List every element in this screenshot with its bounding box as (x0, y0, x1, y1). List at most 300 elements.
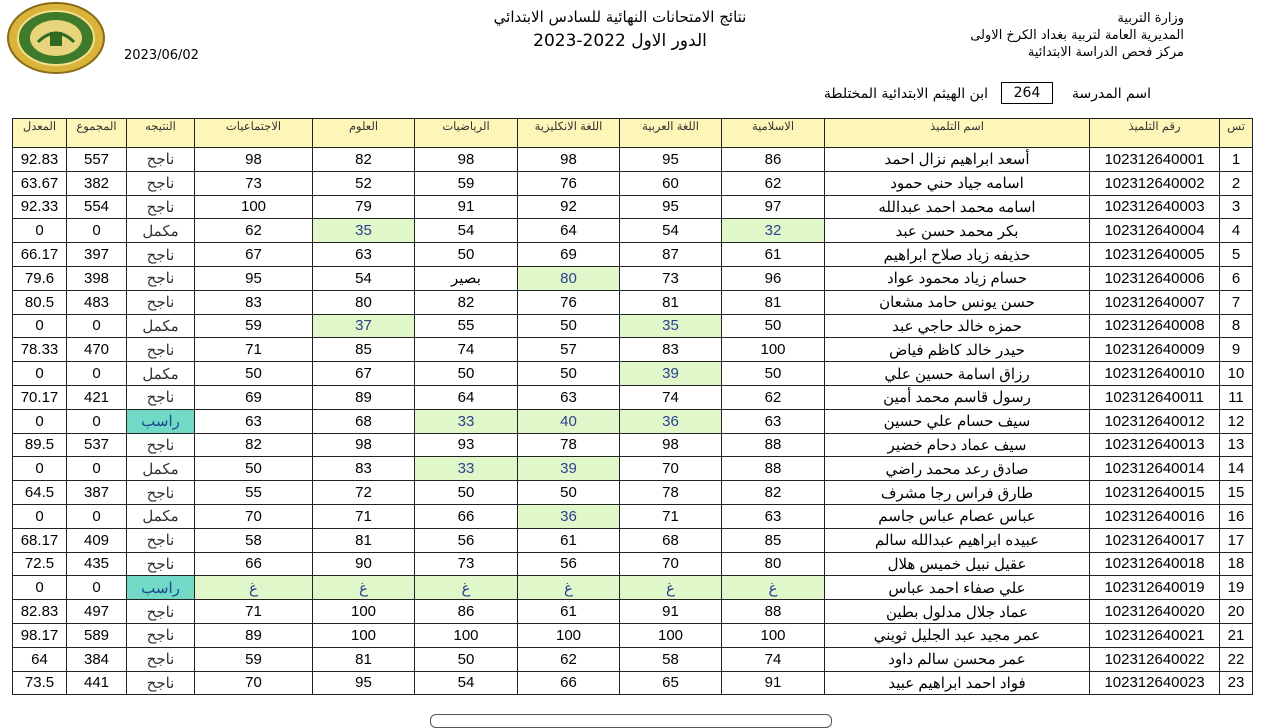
table-cell: 73.5 (13, 671, 67, 695)
table-cell: 589 (67, 623, 127, 647)
table-cell: غ (313, 576, 415, 600)
table-cell: 87 (620, 243, 722, 267)
school-code: 264 (1001, 82, 1053, 104)
table-row (13, 290, 1253, 314)
table-cell: 100 (620, 623, 722, 647)
school-name: ابن الهيثم الابتدائية المختلطة (823, 86, 988, 102)
table-cell: 82.83 (13, 600, 67, 624)
table-cell: 85 (722, 528, 825, 552)
table-cell: 11 (1220, 385, 1253, 409)
table-cell: 80 (313, 290, 415, 314)
table-cell: 81 (313, 647, 415, 671)
table-row (13, 552, 1253, 576)
table-cell: 85 (313, 338, 415, 362)
table-cell: 64 (518, 219, 620, 243)
table-cell: 5 (1220, 243, 1253, 267)
column-header: تس (1220, 119, 1253, 148)
table-cell: 0 (67, 409, 127, 433)
table-cell: 20 (1220, 600, 1253, 624)
table-cell: 6 (1220, 266, 1253, 290)
table-cell: 33 (415, 409, 518, 433)
table-cell: 2 (1220, 171, 1253, 195)
school-label: اسم المدرسة (1072, 86, 1151, 102)
table-cell: 63 (722, 504, 825, 528)
table-cell: 435 (67, 552, 127, 576)
table-cell: 98 (518, 148, 620, 172)
table-cell: 71 (195, 600, 313, 624)
table-row (13, 338, 1253, 362)
table-cell: 0 (67, 457, 127, 481)
table-cell: 0 (13, 219, 67, 243)
table-cell: ناجح (127, 600, 195, 624)
table-cell: علي صفاء احمد عباس (825, 576, 1090, 600)
table-cell: 56 (415, 528, 518, 552)
table-cell: 40 (518, 409, 620, 433)
table-cell: 102312640003 (1090, 195, 1220, 219)
table-cell: 0 (13, 457, 67, 481)
table-cell: 398 (67, 266, 127, 290)
table-cell: 100 (195, 195, 313, 219)
column-header: اسم التلميذ (825, 119, 1090, 148)
table-cell: 91 (415, 195, 518, 219)
table-cell: 384 (67, 647, 127, 671)
table-row (13, 219, 1253, 243)
table-cell: ناجح (127, 243, 195, 267)
ministry-line: وزارة التربية (1117, 11, 1184, 26)
report-title: نتائج الامتحانات النهائية للسادس الابتدائي (493, 8, 747, 26)
table-cell: 98 (415, 148, 518, 172)
table-cell: 14 (1220, 457, 1253, 481)
table-cell: سيف حسام علي حسين (825, 409, 1090, 433)
table-row (13, 362, 1253, 386)
table-cell: 7 (1220, 290, 1253, 314)
table-cell: 19 (1220, 576, 1253, 600)
table-cell: 76 (518, 171, 620, 195)
table-row (13, 504, 1253, 528)
table-row (13, 623, 1253, 647)
table-cell: 62 (722, 171, 825, 195)
table-cell: 50 (722, 362, 825, 386)
table-cell: 81 (722, 290, 825, 314)
table-cell: 36 (518, 504, 620, 528)
table-cell: غ (722, 576, 825, 600)
table-cell: 64 (13, 647, 67, 671)
table-cell: ناجح (127, 338, 195, 362)
table-cell: 68 (620, 528, 722, 552)
table-cell: ناجح (127, 552, 195, 576)
table-cell: 4 (1220, 219, 1253, 243)
table-cell: 61 (518, 528, 620, 552)
table-cell: 89 (313, 385, 415, 409)
table-cell: 52 (313, 171, 415, 195)
column-header: العلوم (313, 119, 415, 148)
table-cell: 59 (415, 171, 518, 195)
table-cell: 54 (415, 671, 518, 695)
table-cell: 83 (313, 457, 415, 481)
table-cell: 39 (620, 362, 722, 386)
table-cell: حسن يونس حامد مشعان (825, 290, 1090, 314)
table-cell: 537 (67, 433, 127, 457)
table-cell: 16 (1220, 504, 1253, 528)
table-cell: 68.17 (13, 528, 67, 552)
table-cell: 21 (1220, 623, 1253, 647)
table-cell: 82 (415, 290, 518, 314)
table-cell: 0 (67, 362, 127, 386)
table-cell: 102312640014 (1090, 457, 1220, 481)
table-cell: عمر مجيد عبد الجليل ثويني (825, 623, 1090, 647)
table-cell: ناجح (127, 290, 195, 314)
column-header: النتيجه (127, 119, 195, 148)
table-cell: 68 (313, 409, 415, 433)
table-cell: غ (518, 576, 620, 600)
table-cell: ناجح (127, 647, 195, 671)
column-header: اللغة العربية (620, 119, 722, 148)
table-cell: 102312640009 (1090, 338, 1220, 362)
table-cell: حذيفه زياد صلاح ابراهيم (825, 243, 1090, 267)
table-row (13, 314, 1253, 338)
table-cell: ناجح (127, 528, 195, 552)
table-cell: عباس عصام عباس جاسم (825, 504, 1090, 528)
table-cell: 8 (1220, 314, 1253, 338)
column-header: الرياضيات (415, 119, 518, 148)
table-cell: 88 (722, 433, 825, 457)
table-cell: 102312640012 (1090, 409, 1220, 433)
table-cell: عمر محسن سالم داود (825, 647, 1090, 671)
table-cell: 50 (195, 362, 313, 386)
table-cell: 69 (195, 385, 313, 409)
table-row (13, 266, 1253, 290)
table-cell: 36 (620, 409, 722, 433)
table-cell: 50 (415, 362, 518, 386)
table-cell: 17 (1220, 528, 1253, 552)
table-cell: 37 (313, 314, 415, 338)
table-cell: 92 (518, 195, 620, 219)
table-cell: 79 (313, 195, 415, 219)
table-cell: 83 (620, 338, 722, 362)
table-cell: ناجح (127, 266, 195, 290)
ministry-header (884, 10, 1184, 61)
table-cell: 74 (722, 647, 825, 671)
table-cell: 81 (313, 528, 415, 552)
table-cell: 39 (518, 457, 620, 481)
table-cell: رسول قاسم محمد أمين (825, 385, 1090, 409)
table-cell: 55 (195, 481, 313, 505)
table-cell: 89 (195, 623, 313, 647)
table-cell: 23 (1220, 671, 1253, 695)
table-cell: 67 (195, 243, 313, 267)
table-cell: 57 (518, 338, 620, 362)
table-cell: 102312640004 (1090, 219, 1220, 243)
table-cell: 63.67 (13, 171, 67, 195)
table-cell: 100 (518, 623, 620, 647)
table-cell: 73 (620, 266, 722, 290)
table-cell: 63 (195, 409, 313, 433)
table-cell: 50 (415, 647, 518, 671)
table-cell: 0 (67, 314, 127, 338)
table-cell: 76 (518, 290, 620, 314)
table-cell: 79.6 (13, 266, 67, 290)
table-cell: 82 (722, 481, 825, 505)
table-cell: 59 (195, 314, 313, 338)
table-row (13, 433, 1253, 457)
table-cell: 35 (620, 314, 722, 338)
table-cell: 86 (415, 600, 518, 624)
column-header: اللغة الانكليزية (518, 119, 620, 148)
table-cell: 69 (518, 243, 620, 267)
table-cell: 50 (722, 314, 825, 338)
table-cell: ناجح (127, 481, 195, 505)
table-row (13, 576, 1253, 600)
table-cell: 71 (195, 338, 313, 362)
table-cell: 98 (195, 148, 313, 172)
table-cell: 62 (518, 647, 620, 671)
table-cell: 72.5 (13, 552, 67, 576)
column-header: الاسلامية (722, 119, 825, 148)
table-cell: 70 (195, 671, 313, 695)
table-cell: 0 (67, 219, 127, 243)
table-cell: 80.5 (13, 290, 67, 314)
center-line: مركز فحص الدراسة الابتدائية (1027, 45, 1184, 60)
table-cell: 102312640016 (1090, 504, 1220, 528)
table-cell: 91 (722, 671, 825, 695)
column-header: رقم التلميذ (1090, 119, 1220, 148)
table-cell: 12 (1220, 409, 1253, 433)
table-cell: 58 (195, 528, 313, 552)
directorate-line: المديرية العامة لتربية بغداد الكرخ الاولى (970, 28, 1184, 43)
table-cell: 88 (722, 600, 825, 624)
table-cell: أسعد ابراهيم نزال احمد (825, 148, 1090, 172)
table-cell: ناجح (127, 148, 195, 172)
table-cell: 102312640018 (1090, 552, 1220, 576)
table-cell: 102312640005 (1090, 243, 1220, 267)
table-cell: اسامه جياد حني حمود (825, 171, 1090, 195)
table-cell: 73 (415, 552, 518, 576)
table-cell: 50 (415, 243, 518, 267)
table-cell: 80 (518, 266, 620, 290)
table-header-row (13, 119, 1253, 148)
table-cell: 32 (722, 219, 825, 243)
table-cell: ناجح (127, 671, 195, 695)
table-cell: 483 (67, 290, 127, 314)
table-cell: 33 (415, 457, 518, 481)
table-cell: 102312640011 (1090, 385, 1220, 409)
table-cell: 10 (1220, 362, 1253, 386)
table-cell: 0 (67, 576, 127, 600)
table-cell: ناجح (127, 433, 195, 457)
table-cell: 91 (620, 600, 722, 624)
table-cell: حسام زياد محمود عواد (825, 266, 1090, 290)
results-table (12, 118, 1253, 695)
table-cell: مكمل (127, 504, 195, 528)
table-cell: 441 (67, 671, 127, 695)
table-cell: عبيده ابراهيم عبدالله سالم (825, 528, 1090, 552)
table-cell: 56 (518, 552, 620, 576)
table-cell: 58 (620, 647, 722, 671)
table-cell: 61 (518, 600, 620, 624)
table-cell: 67 (313, 362, 415, 386)
table-cell: 95 (313, 671, 415, 695)
table-cell: 102312640019 (1090, 576, 1220, 600)
table-row (13, 171, 1253, 195)
table-cell: 102312640013 (1090, 433, 1220, 457)
table-cell: غ (415, 576, 518, 600)
table-cell: 1 (1220, 148, 1253, 172)
table-cell: 64 (415, 385, 518, 409)
table-cell: مكمل (127, 362, 195, 386)
table-row (13, 195, 1253, 219)
table-cell: 102312640020 (1090, 600, 1220, 624)
table-cell: مكمل (127, 457, 195, 481)
table-cell: 102312640006 (1090, 266, 1220, 290)
table-cell: حيدر خالد كاظم فياض (825, 338, 1090, 362)
table-cell: 92.33 (13, 195, 67, 219)
table-cell: 55 (415, 314, 518, 338)
table-cell: 95 (195, 266, 313, 290)
table-cell: ناجح (127, 195, 195, 219)
table-cell: فواد احمد ابراهيم عبيد (825, 671, 1090, 695)
ministry-logo (6, 2, 106, 74)
table-cell: 60 (620, 171, 722, 195)
table-cell: 102312640010 (1090, 362, 1220, 386)
table-cell: 82 (313, 148, 415, 172)
table-cell: 62 (195, 219, 313, 243)
table-row (13, 671, 1253, 695)
table-cell: 50 (415, 481, 518, 505)
table-cell: 0 (13, 409, 67, 433)
table-cell: 102312640017 (1090, 528, 1220, 552)
table-cell: 70 (195, 504, 313, 528)
table-cell: 93 (415, 433, 518, 457)
table-cell: 470 (67, 338, 127, 362)
table-cell: 102312640001 (1090, 148, 1220, 172)
table-cell: 70 (620, 457, 722, 481)
table-cell: 54 (415, 219, 518, 243)
table-cell: 50 (195, 457, 313, 481)
table-cell: 63 (722, 409, 825, 433)
table-cell: 98 (313, 433, 415, 457)
table-cell: 95 (620, 148, 722, 172)
table-cell: 74 (415, 338, 518, 362)
table-cell: 102312640021 (1090, 623, 1220, 647)
table-cell: 0 (13, 362, 67, 386)
table-cell: 387 (67, 481, 127, 505)
table-cell: 81 (620, 290, 722, 314)
table-cell: 66.17 (13, 243, 67, 267)
table-cell: 70.17 (13, 385, 67, 409)
table-cell: 102312640007 (1090, 290, 1220, 314)
table-cell: 100 (722, 623, 825, 647)
table-row (13, 528, 1253, 552)
table-cell: 50 (518, 314, 620, 338)
table-cell: رزاق اسامة حسين علي (825, 362, 1090, 386)
table-cell: مكمل (127, 314, 195, 338)
table-cell: 15 (1220, 481, 1253, 505)
table-cell: 70 (620, 552, 722, 576)
table-cell: 382 (67, 171, 127, 195)
table-cell: 66 (518, 671, 620, 695)
table-row (13, 647, 1253, 671)
table-cell: 82 (195, 433, 313, 457)
table-row (13, 148, 1253, 172)
table-cell: 554 (67, 195, 127, 219)
table-cell: 50 (518, 481, 620, 505)
table-row (13, 385, 1253, 409)
table-cell: راسب (127, 409, 195, 433)
table-cell: سيف عماد دحام خضير (825, 433, 1090, 457)
table-cell: 102312640023 (1090, 671, 1220, 695)
column-header: المعدل (13, 119, 67, 148)
table-cell: 54 (620, 219, 722, 243)
table-cell: 92.83 (13, 148, 67, 172)
table-cell: 102312640002 (1090, 171, 1220, 195)
table-cell: طارق فراس رجا مشرف (825, 481, 1090, 505)
table-cell: 35 (313, 219, 415, 243)
table-cell: بصير (415, 266, 518, 290)
page-bottom-edge (430, 714, 832, 728)
table-row (13, 409, 1253, 433)
table-cell: ناجح (127, 623, 195, 647)
table-cell: راسب (127, 576, 195, 600)
table-cell: 102312640008 (1090, 314, 1220, 338)
table-cell: 71 (620, 504, 722, 528)
table-cell: 409 (67, 528, 127, 552)
table-cell: غ (195, 576, 313, 600)
table-cell: 0 (13, 314, 67, 338)
table-cell: 73 (195, 171, 313, 195)
table-cell: 63 (518, 385, 620, 409)
table-row (13, 481, 1253, 505)
table-cell: 95 (620, 195, 722, 219)
table-cell: 0 (13, 504, 67, 528)
table-cell: 78 (620, 481, 722, 505)
table-cell: بكر محمد حسن عبد (825, 219, 1090, 243)
table-cell: حمزه خالد حاجي عبد (825, 314, 1090, 338)
table-cell: 72 (313, 481, 415, 505)
table-cell: صادق رعد محمد راضي (825, 457, 1090, 481)
table-cell: 98 (620, 433, 722, 457)
table-row (13, 600, 1253, 624)
table-cell: 100 (313, 623, 415, 647)
table-cell: 65 (620, 671, 722, 695)
table-cell: 97 (722, 195, 825, 219)
table-cell: اسامه محمد احمد عبدالله (825, 195, 1090, 219)
table-cell: غ (620, 576, 722, 600)
table-cell: 59 (195, 647, 313, 671)
table-cell: عماد جلال مدلول بطين (825, 600, 1090, 624)
report-subtitle: 2023-2022 الدور الاول (533, 31, 707, 51)
table-cell: 98.17 (13, 623, 67, 647)
table-cell: 100 (722, 338, 825, 362)
table-row (13, 243, 1253, 267)
table-cell: 64.5 (13, 481, 67, 505)
table-cell: 88 (722, 457, 825, 481)
table-cell: 61 (722, 243, 825, 267)
table-cell: 0 (13, 576, 67, 600)
table-cell: 63 (313, 243, 415, 267)
table-cell: 13 (1220, 433, 1253, 457)
table-cell: 18 (1220, 552, 1253, 576)
table-cell: 50 (518, 362, 620, 386)
table-cell: 102312640015 (1090, 481, 1220, 505)
table-cell: 89.5 (13, 433, 67, 457)
table-cell: 71 (313, 504, 415, 528)
table-cell: 90 (313, 552, 415, 576)
table-cell: 78 (518, 433, 620, 457)
column-header: الاجتماعيات (195, 119, 313, 148)
report-date: 2023/06/02 (124, 48, 199, 63)
table-cell: 557 (67, 148, 127, 172)
table-cell: 78.33 (13, 338, 67, 362)
